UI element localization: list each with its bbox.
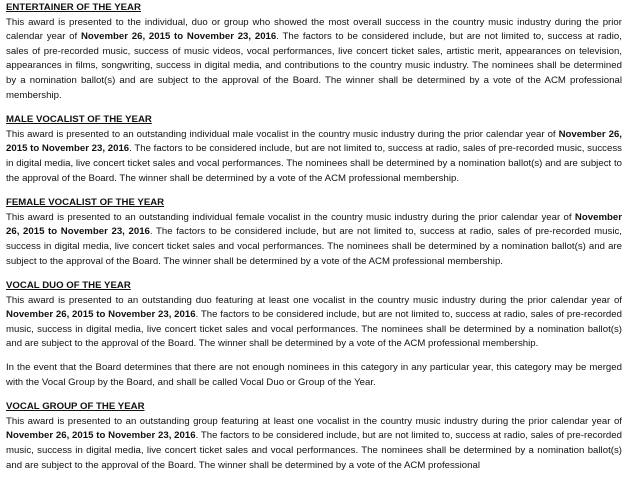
body-text-rest: . The factors to be considered include, but are not limited to, success at radio, sales of pre-recorded music, success in digital media, live concert ticket sales and vocal performances. The nominees shall be determined by a nomination ballot(s) and are subject to the approval of the Board. The winner shall be determined by a vote of the ACM professional membership. (6, 226, 622, 267)
section-male-vocalist (6, 113, 622, 186)
document-page (6, 1, 622, 473)
section-note: In the event that the Board determines that there are not enough nominees in this category in any particular year, this category may be merged with the Vocal Group by the Board, and shall be called Vocal Duo or Group of the Year. (6, 362, 622, 388)
section-body (6, 128, 622, 186)
section-body (6, 294, 622, 352)
body-text-lead: This award is presented to an outstanding group featuring at least one vocalist in the country music industry during the prior calendar year of (6, 415, 622, 427)
section-vocal-duo (6, 279, 622, 390)
body-text-lead: This award is presented to an outstanding duo featuring at least one vocalist in the country music industry during the prior calendar year of (6, 294, 622, 306)
section-entertainer (6, 1, 622, 103)
section-heading: MALE VOCALIST OF THE YEAR (6, 114, 152, 126)
section-heading: VOCAL GROUP OF THE YEAR (6, 401, 145, 413)
body-text-rest: . The factors to be considered include, but are not limited to, success at radio, sales of pre-recorded music, success of music videos, vocal performances, live concert ticket sales, artistic merit, appearances on television, appearances in films, songwriting, success in digital media, and contributions to the country music industry. The nominees shall be determined by a nomination ballot(s) and are subject to the approval of the Board. The winner shall be determined by a vote of the ACM professional membership. (6, 31, 622, 101)
section-body (6, 211, 622, 269)
section-body (6, 415, 622, 473)
section-female-vocalist (6, 196, 622, 269)
body-text-rest: . The factors to be considered include, but are not limited to, success at radio, sales of pre-recorded music, success in digital media, live concert ticket sales and vocal performances. The nominees shall be determined by a nomination ballot(s) and are subject to the approval of the Board. The winner shall be determined by a vote of the ACM professional membership. (6, 143, 622, 184)
body-text-rest: . The factors to be considered include, but are not limited to, success at radio, sales of pre-recorded music, success in digital media, live concert ticket sales and vocal performances. The nominees shall be determined by a nomination ballot(s) and are subject to the approval of the Board. The winner shall be determined by a vote of the ACM professional (6, 430, 622, 471)
body-text-lead: This award is presented to an outstanding individual female vocalist in the country music industry during the prior calendar year of (6, 211, 575, 223)
section-heading: VOCAL DUO OF THE YEAR (6, 280, 131, 292)
body-text-lead: This award is presented to the individual, duo or group who showed the most overall success in the country music industry during the prior calendar year of (6, 16, 622, 43)
section-body (6, 16, 622, 104)
section-vocal-group (6, 400, 622, 473)
section-heading: FEMALE VOCALIST OF THE YEAR (6, 197, 165, 209)
date-range: November 26, 2015 to November 23, 2016 (6, 211, 622, 238)
date-range: November 26, 2015 to November 23, 2016 (80, 31, 277, 43)
date-range: November 26, 2015 to November 23, 2016 (6, 430, 196, 442)
date-range: November 26, 2015 to November 23, 2016 (6, 128, 622, 155)
date-range: November 26, 2015 to November 23, 2016 (6, 309, 196, 321)
section-heading: ENTERTAINER OF THE YEAR (6, 2, 141, 13)
body-text-rest: . The factors to be considered include, but are not limited to, success at radio, sales of pre-recorded music, success in digital media, live concert ticket sales and vocal performances. The nominees shall be determined by a nomination ballot(s) and are subject to the approval of the Board. The winner shall be determined by a vote of the ACM professional membership. (6, 309, 622, 350)
body-text-lead: This award is presented to an outstanding individual male vocalist in the country music industry during the prior calendar year of (6, 128, 559, 140)
